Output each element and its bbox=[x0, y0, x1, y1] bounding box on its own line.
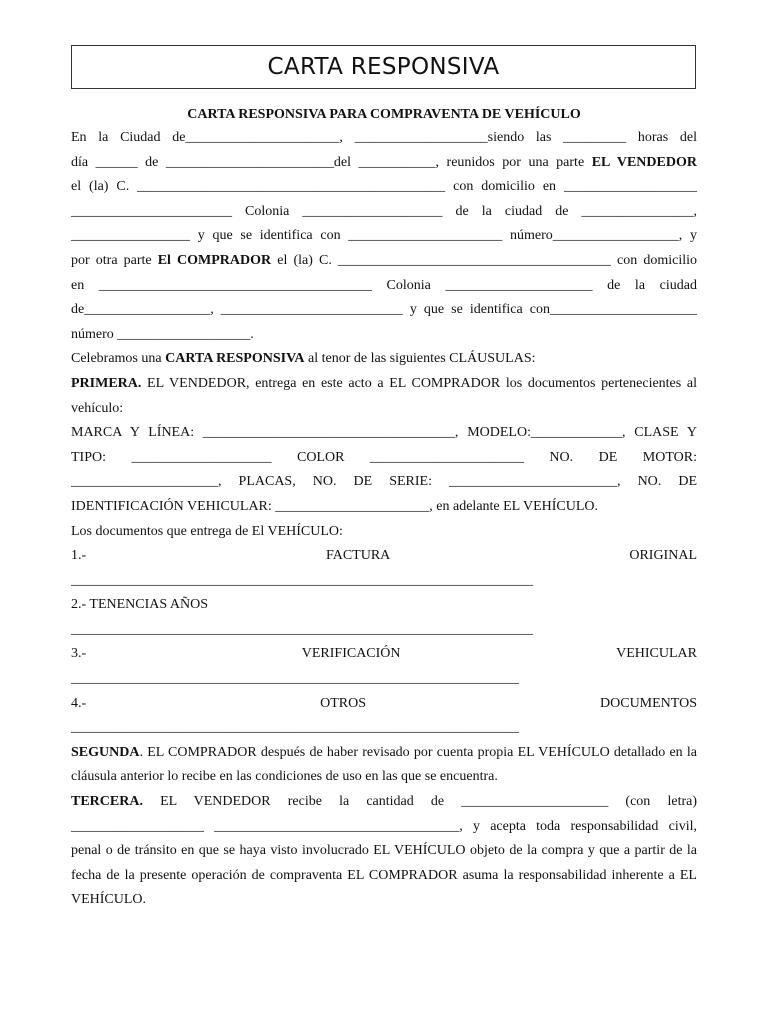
tercera-line-3: penal o de tránsito en que se haya visto involucrado EL VEHÍCULO objeto de la compra y que a partir de la bbox=[71, 843, 697, 859]
intro-line-6: por otra parte El COMPRADOR el (la) C. _______________________________________ con domicilio bbox=[71, 252, 698, 268]
primera-line-6: IDENTIFICACIÓN VEHICULAR: ______________________, en adelante EL VEHÍCULO. bbox=[71, 498, 599, 514]
documento-1: 1.- FACTURA ORIGINAL bbox=[71, 548, 697, 564]
primera-line-4: TIPO: ____________________ COLOR ______________________ NO. DE MOTOR: bbox=[71, 449, 697, 465]
documento-4-line: ________________________________________________________________ bbox=[71, 720, 519, 736]
document-title: CARTA RESPONSIVA bbox=[267, 54, 500, 80]
tercera-line-2: ___________________ ___________________________________, y acepta toda responsabilidad civil, bbox=[71, 818, 697, 834]
documento-3: 3.- VERIFICACIÓN VEHICULAR bbox=[71, 646, 697, 662]
document-body bbox=[71, 104, 697, 913]
celebramos-line: Celebramos una CARTA RESPONSIVA al tenor de las siguientes CLÁUSULAS: bbox=[71, 351, 536, 367]
comprador-label: El COMPRADOR bbox=[157, 252, 272, 268]
primera-line-7: Los documentos que entrega de El VEHÍCULO: bbox=[71, 523, 343, 539]
segunda-line-1: SEGUNDA. EL COMPRADOR después de haber revisado por cuenta propia EL VEHÍCULO detallado en la bbox=[71, 744, 697, 760]
intro-line-2: día ______ de ________________________del ___________, reunidos por una parte EL VENDEDOR bbox=[71, 154, 697, 170]
intro-line-8: de__________________, __________________________ y que se identifica con_____________________ bbox=[71, 302, 697, 318]
documento-4: 4.- OTROS DOCUMENTOS bbox=[71, 695, 697, 711]
tercera-line-4: fecha de la presente operación de compraventa EL COMPRADOR asuma la responsabilidad inherente a EL bbox=[71, 867, 697, 883]
intro-line-4: _______________________ Colonia ____________________ de la ciudad de ________________, bbox=[71, 203, 697, 219]
documento-1-line: __________________________________________________________________ bbox=[71, 572, 533, 588]
intro-line-1: En la Ciudad de______________________, ___________________siendo las _________ horas del bbox=[71, 130, 697, 145]
intro-line-3: el (la) C. ____________________________________________ con domicilio en ___________________ bbox=[71, 179, 697, 195]
vendedor-label: EL VENDEDOR bbox=[591, 154, 697, 170]
primera-line-3: MARCA Y LÍNEA: ____________________________________, MODELO:_____________, CLASE Y bbox=[71, 425, 697, 441]
tercera-label: TERCERA. bbox=[71, 794, 143, 810]
primera-line-1: PRIMERA. EL VENDEDOR, entrega en este acto a EL COMPRADOR los documentos pertenecientes al bbox=[71, 375, 697, 391]
segunda-line-2: cláusula anterior lo recibe en las condiciones de uso en las que se encuentra. bbox=[71, 769, 498, 785]
segunda-label: SEGUNDA bbox=[71, 744, 140, 760]
intro-line-7: en _______________________________________ Colonia _____________________ de la ciudad bbox=[71, 277, 697, 293]
documento-3-line: ________________________________________________________________ bbox=[71, 671, 519, 687]
tercera-line-5: VEHÍCULO. bbox=[71, 892, 147, 908]
primera-line-2: vehículo: bbox=[71, 400, 124, 416]
document-title-box bbox=[71, 45, 696, 89]
document-subtitle: CARTA RESPONSIVA PARA COMPRAVENTA DE VEHÍCULO bbox=[187, 107, 581, 122]
tercera-line-1: TERCERA. EL VENDEDOR recibe la cantidad de _____________________ (con letra) bbox=[71, 794, 697, 810]
intro-line-9: número ___________________. bbox=[71, 326, 254, 342]
documento-2-line: __________________________________________________________________ bbox=[71, 621, 533, 637]
documento-2: 2.- TENENCIAS AÑOS bbox=[71, 597, 209, 613]
primera-line-5: _____________________, PLACAS, NO. DE SERIE: ________________________, NO. DE bbox=[71, 474, 697, 490]
intro-line-5: _________________ y que se identifica con ______________________ número__________________, y bbox=[71, 228, 697, 244]
primera-label: PRIMERA. bbox=[71, 375, 142, 391]
